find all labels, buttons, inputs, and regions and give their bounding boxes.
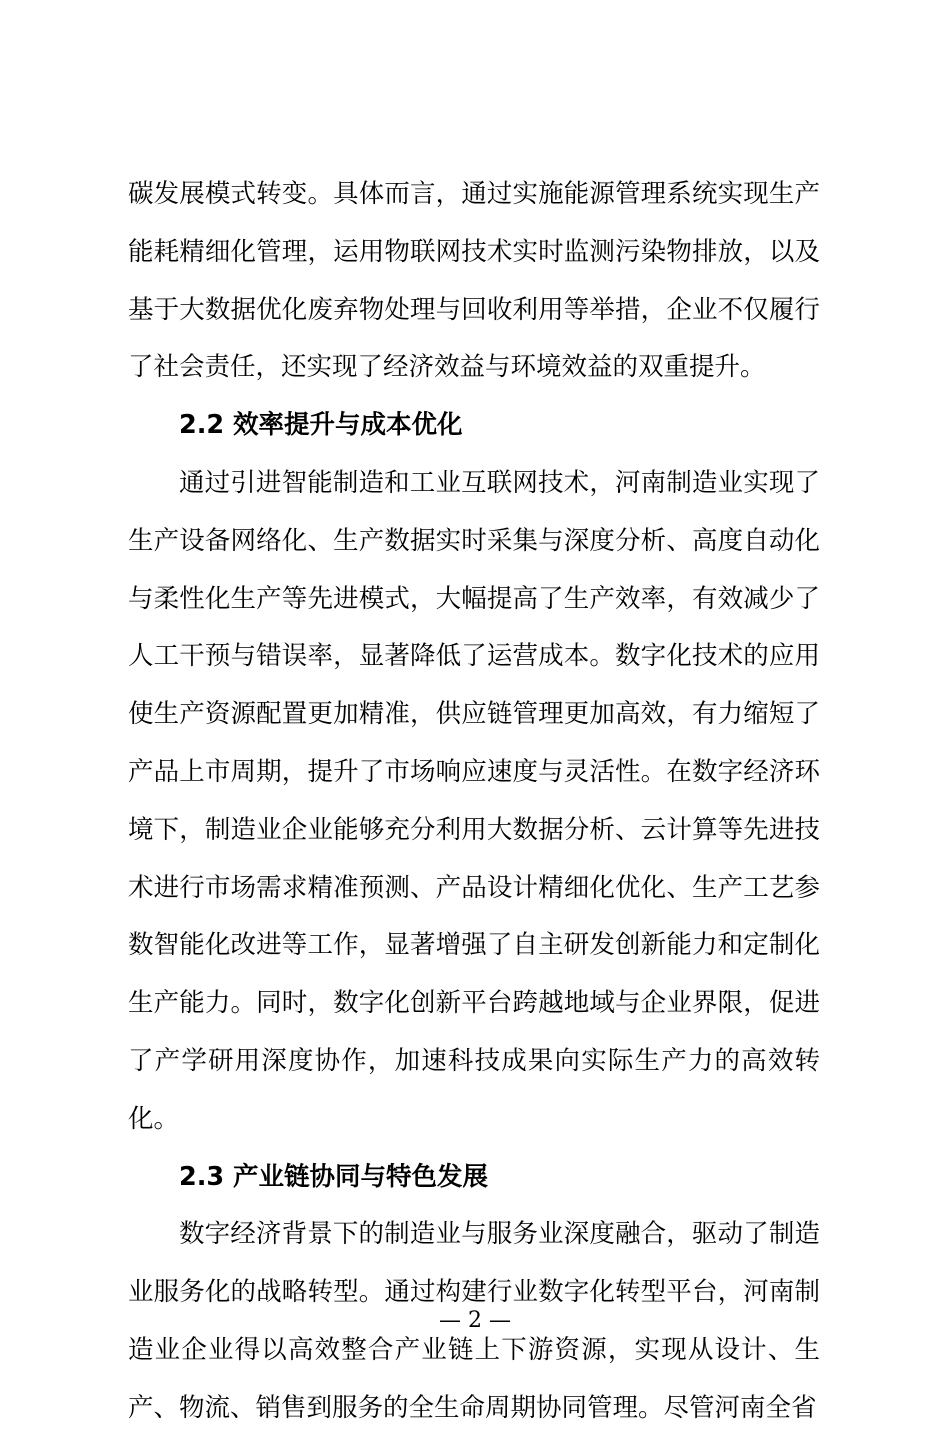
paragraph-continuation: 碳发展模式转变。具体而言，通过实施能源管理系统实现生产能耗精细化管理，运用物联网技术实时监测污染物排放，以及基于大数据优化废弃物处理与回收利用等举措，企业不仅履行了社会责任，还实现了经济效益与环境效益的双重提升。 [128, 179, 820, 383]
paragraph-industry-chain: 数字经济背景下的制造业与服务业深度融合，驱动了制造业服务化的战略转型。通过构建行业数字化转型平台，河南制造业企业得以高效整合产业链上下游资源，实现从设计、生产、物流、销售到服务的全生命周期协同管理。尽管河南全省 [128, 1219, 820, 1423]
paragraph-efficiency: 通过引进智能制造和工业互联网技术，河南制造业实现了生产设备网络化、生产数据实时采集与深度分析、高度自动化与柔性化生产等先进模式，大幅提高了生产效率，有效减少了人工干预与错误率，显著降低了运营成本。数字化技术的应用使生产资源配置更加精准，供应链管理更加高效，有力缩短了产品上市周期，提升了市场响应速度与灵活性。在数字经济环境下，制造业企业能够充分利用大数据分析、云计算等先进技术进行市场需求精准预测、产品设计精细化优化、生产工艺参数智能化改进等工作，显著增强了自主研发创新能力和定制化生产能力。同时，数字化创新平台跨越地域与企业界限，促进了产学研用深度协作，加速科技成果向实际生产力的高效转化。 [128, 467, 820, 1134]
section-heading-2-3: 2.3 产业链协同与特色发展 [179, 1161, 489, 1192]
document-page [128, 166, 820, 1438]
page-number: — 2 — [439, 1308, 511, 1333]
section-heading-2-2: 2.2 效率提升与成本优化 [179, 410, 463, 441]
